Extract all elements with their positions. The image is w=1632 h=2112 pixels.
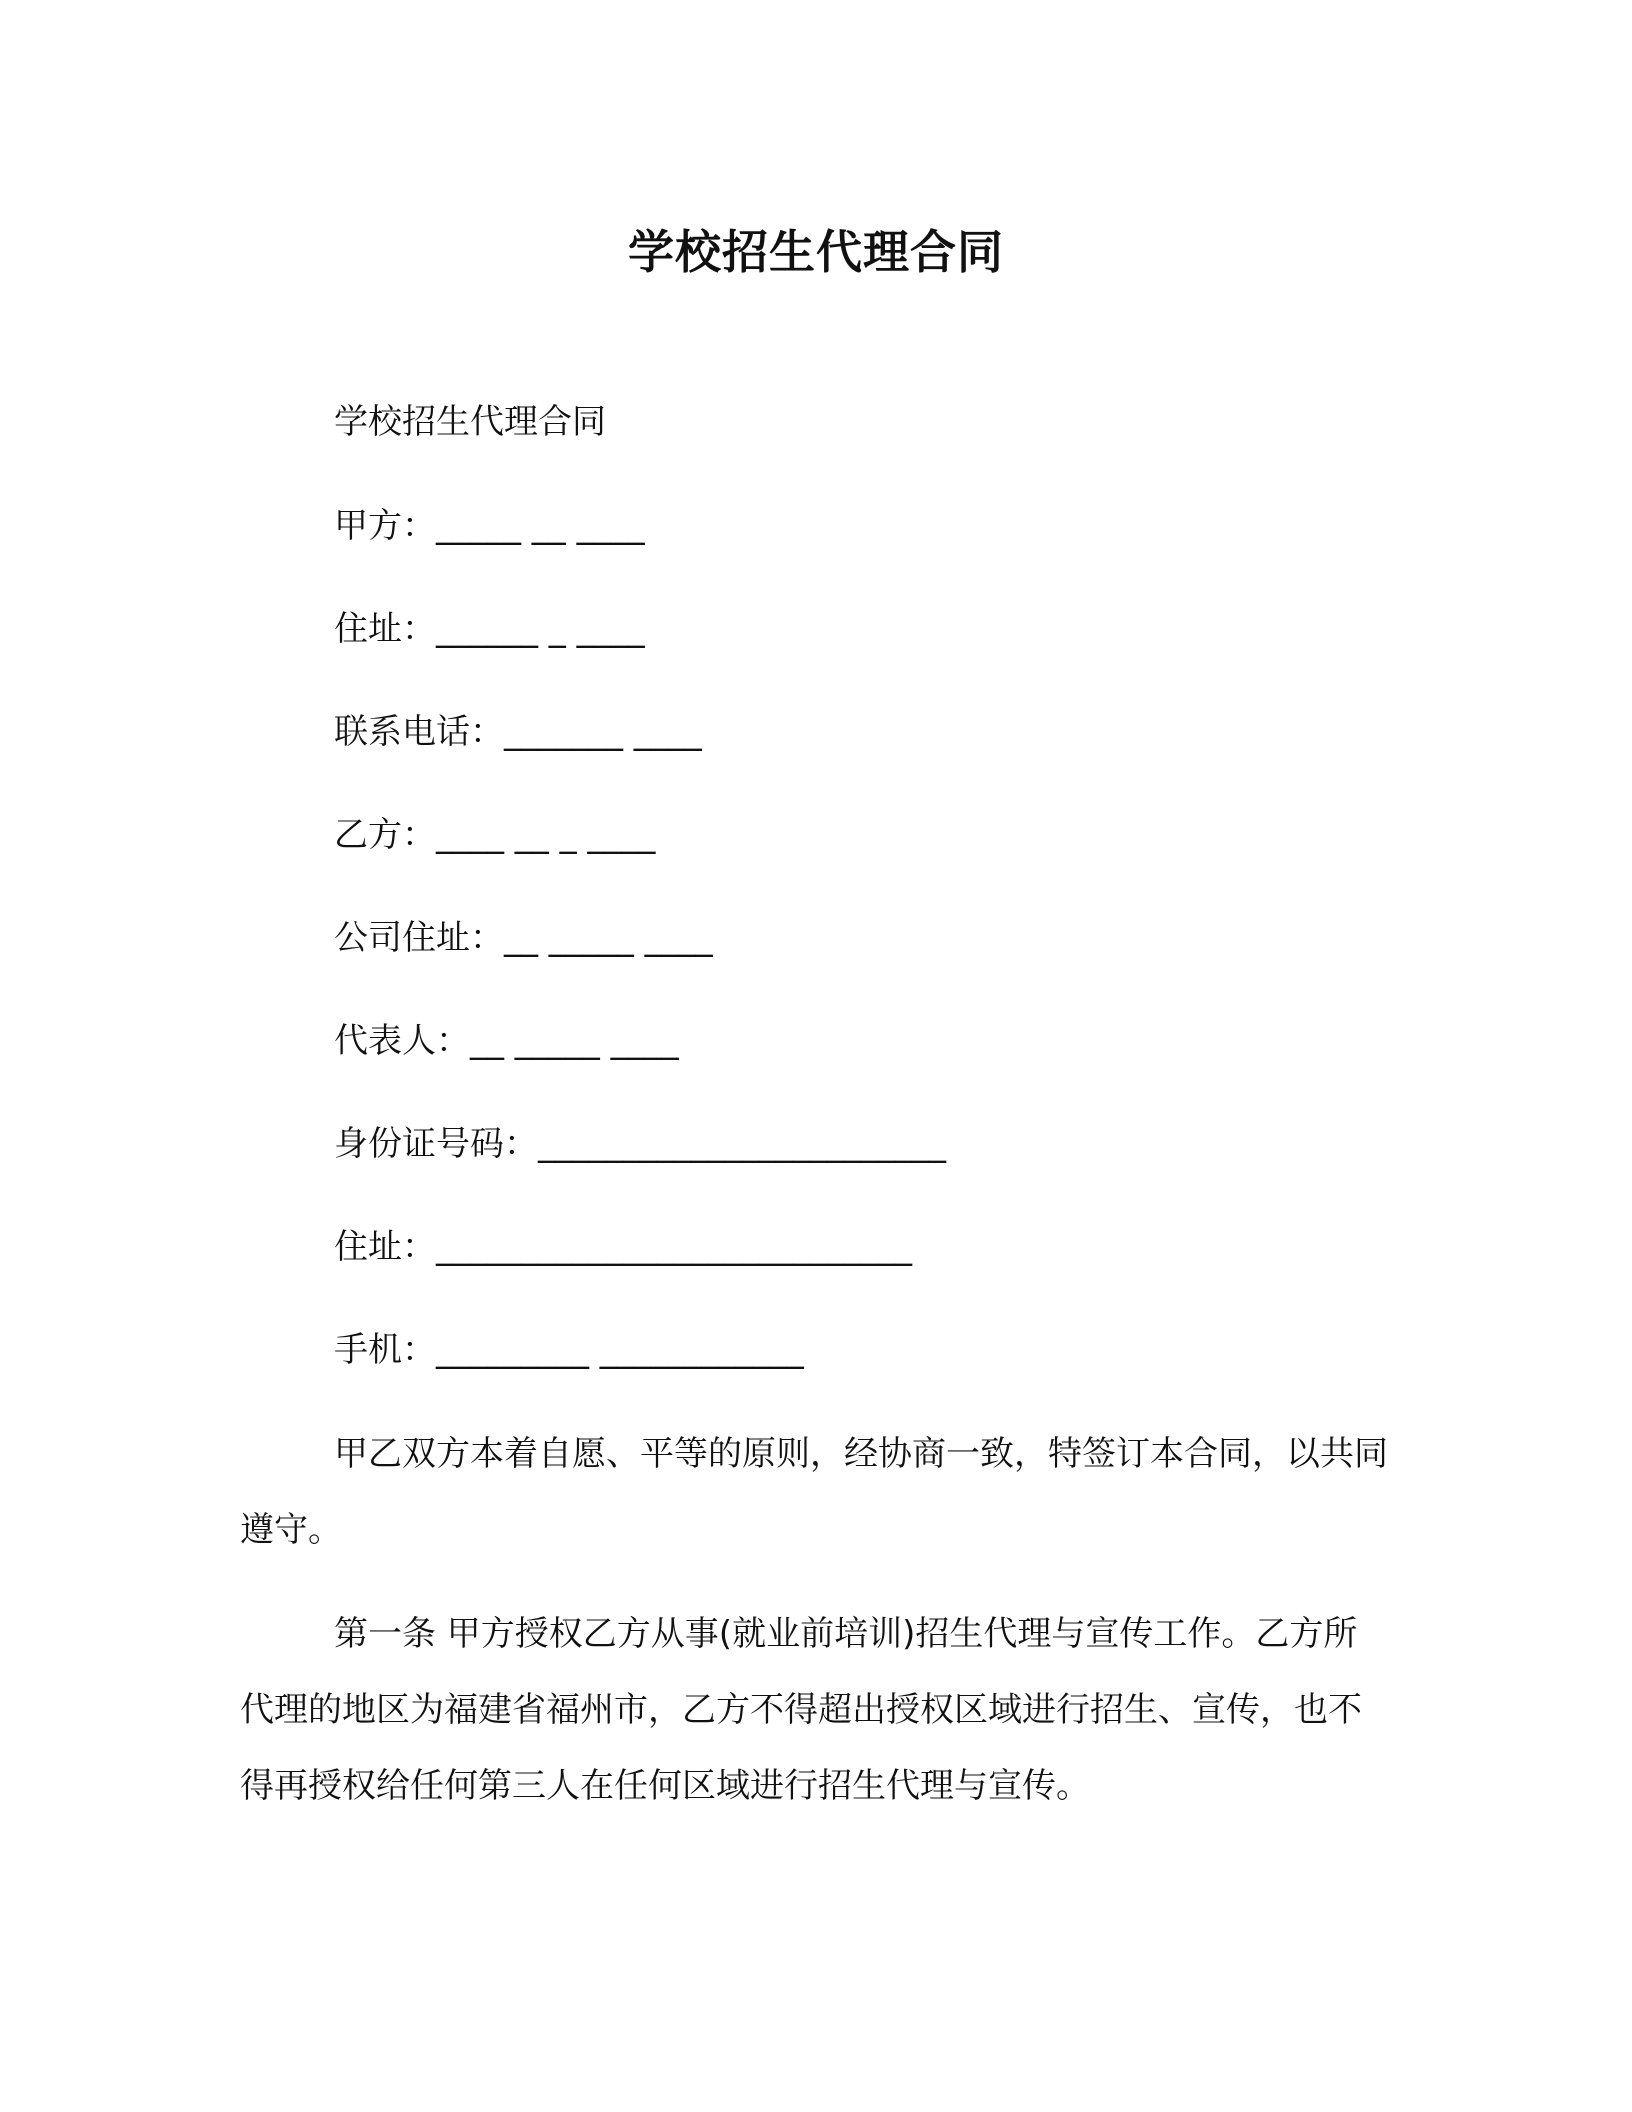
field-id-number: 身份证号码：________________________ <box>334 1124 946 1164</box>
paragraph-intro-text: 甲乙双方本着自愿、平等的原则，经协商一致，特签订本合同，以共同遵守。 <box>240 1434 1388 1550</box>
field-phone-a: 联系电话：_______ ____ <box>334 712 702 752</box>
field-address-b: 住址：____________________________ <box>334 1227 912 1267</box>
field-company-address: 公司住址：__ _____ ____ <box>334 918 713 958</box>
paragraph-intro <box>240 1416 1390 1568</box>
field-representative: 代表人：__ _____ ____ <box>334 1021 679 1061</box>
field-mobile: 手机：_________ ____________ <box>334 1330 804 1370</box>
paragraph-article-1 <box>240 1596 1390 1824</box>
field-party-a: 甲方：_____ __ ____ <box>334 506 645 546</box>
subtitle-line: 学校招生代理合同 <box>334 402 606 442</box>
field-party-b: 乙方：____ __ _ ____ <box>334 815 656 855</box>
paragraph-article-1-text: 第一条 甲方授权乙方从事(就业前培训)招生代理与宣传工作。乙方所代理的地区为福建省福州市，乙方不得超出授权区域进行招生、宣传，也不得再授权给任何第三人在任何区域进行招生代理与宣传。 <box>240 1614 1362 1806</box>
field-address-a: 住址：______ _ ____ <box>334 609 645 649</box>
document-title: 学校招生代理合同 <box>628 225 1004 279</box>
